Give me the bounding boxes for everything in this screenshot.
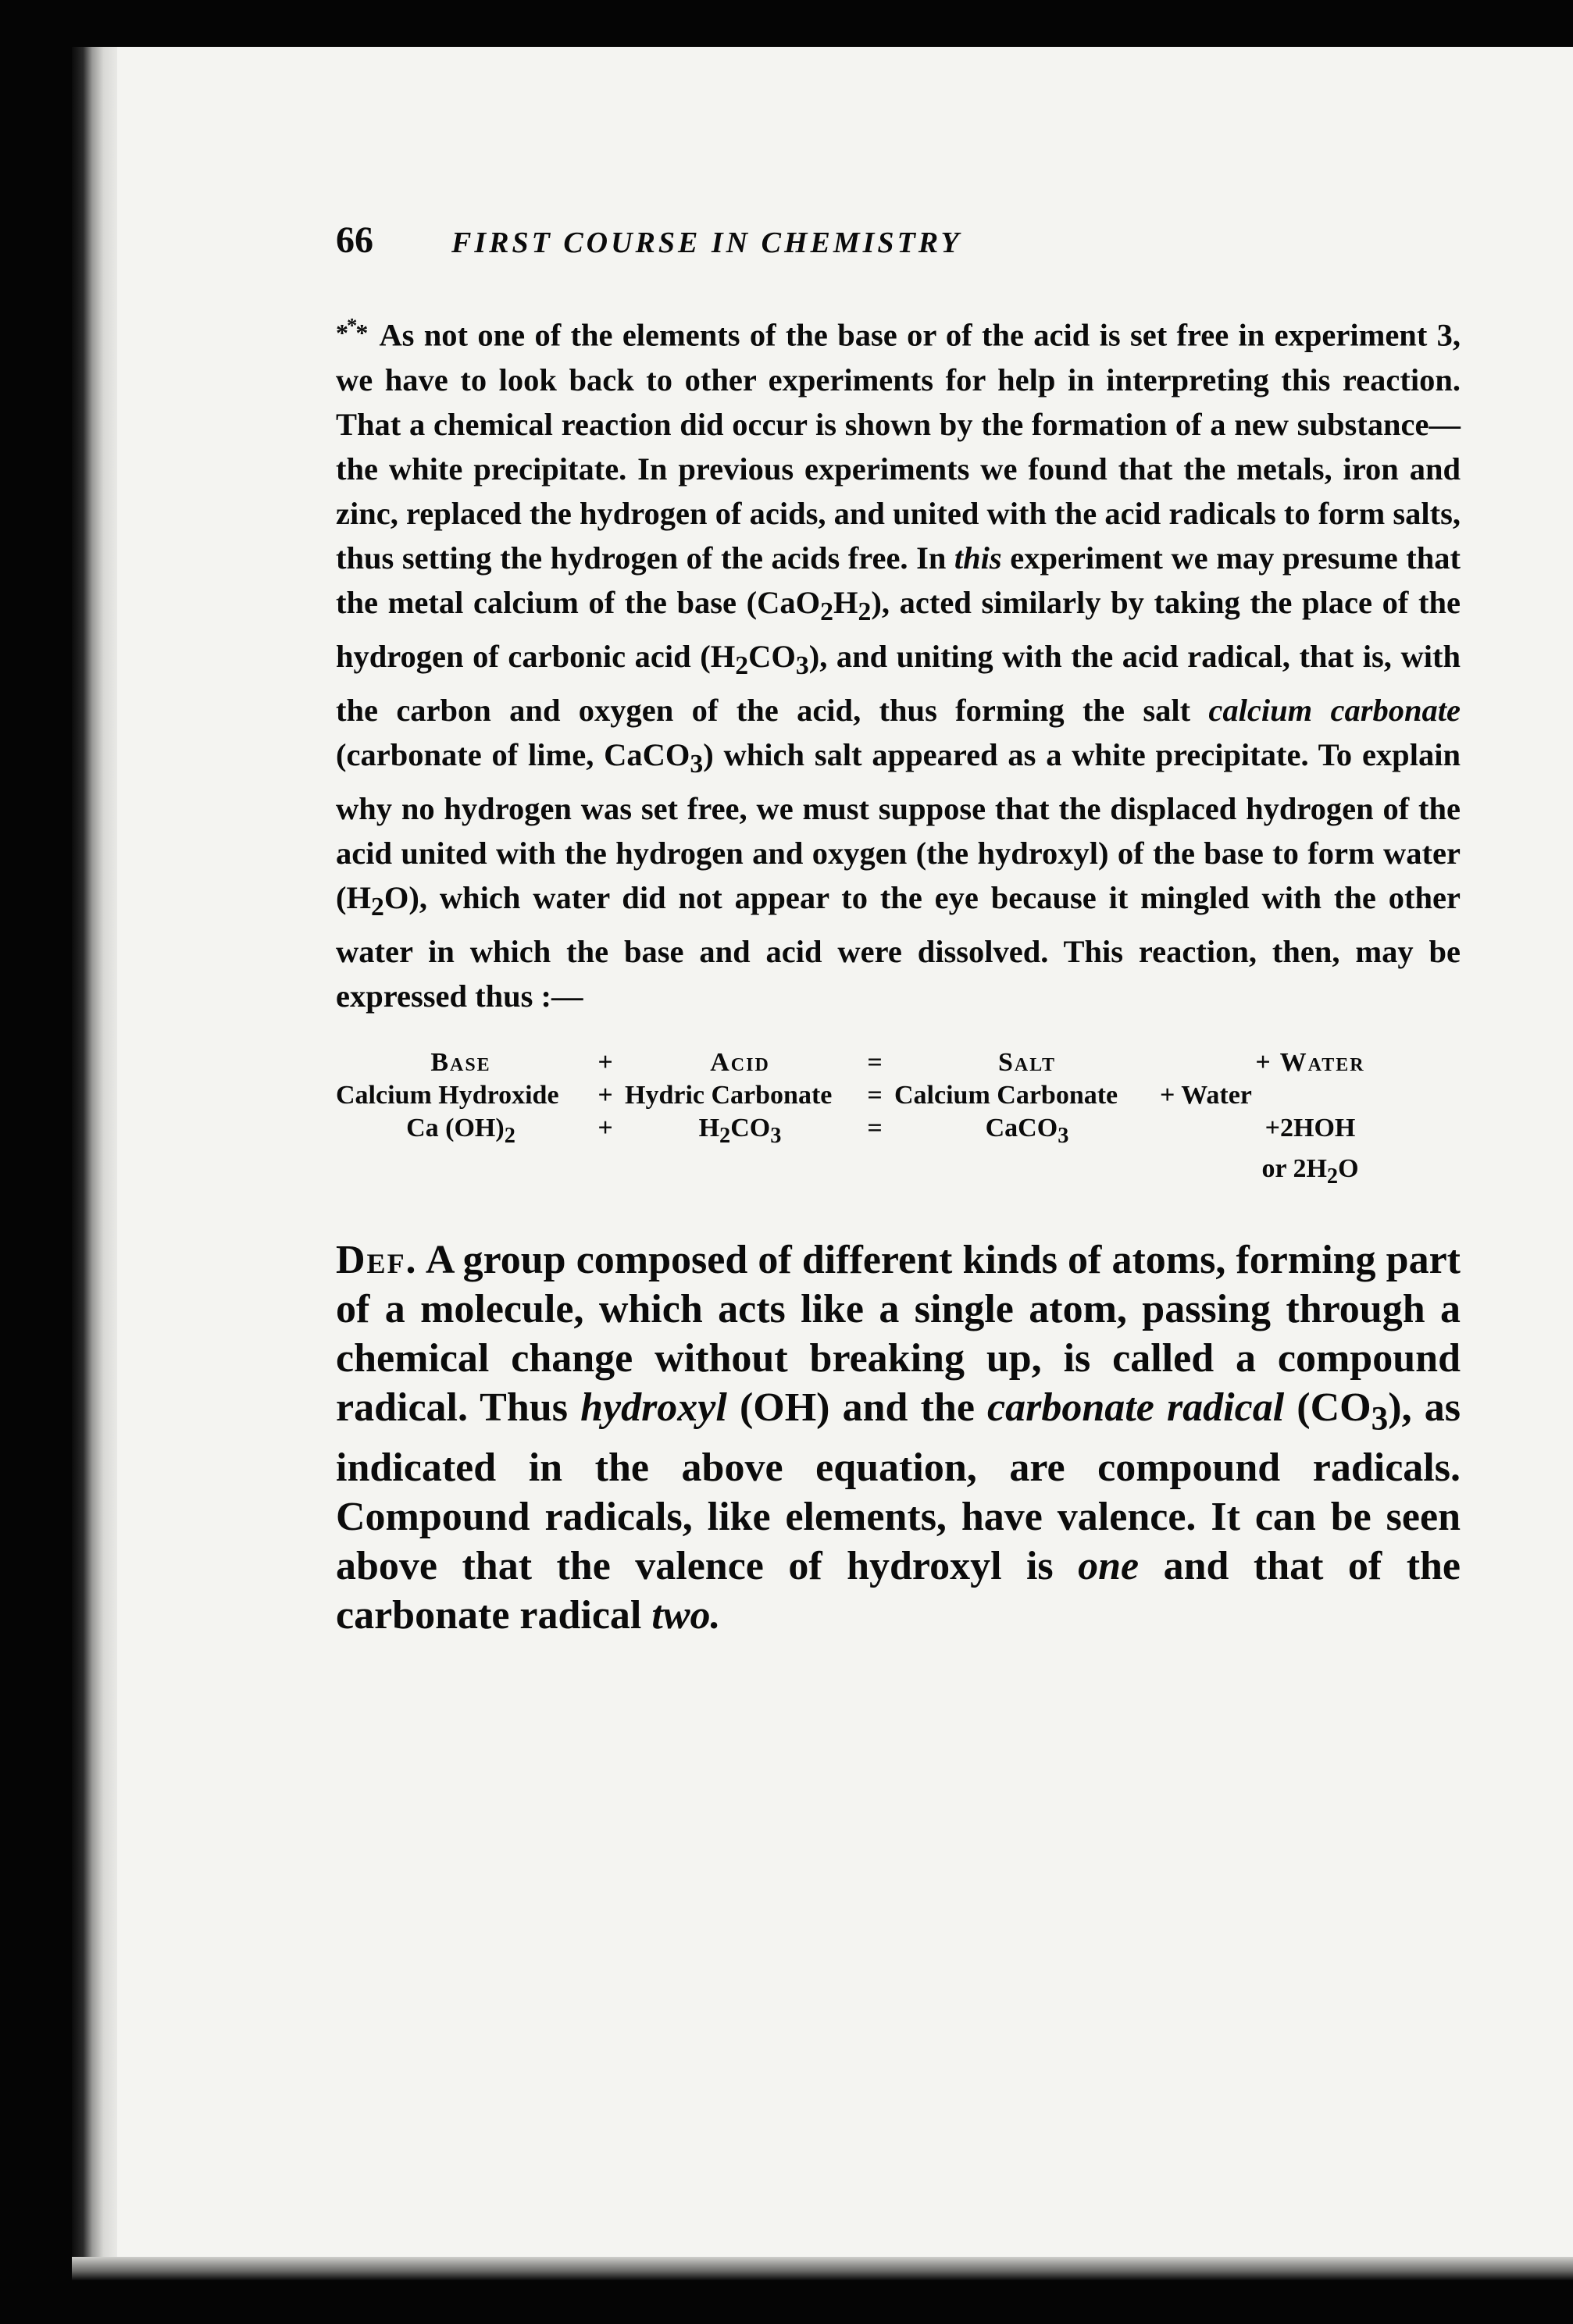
eq-salt-label: Salt	[997, 1048, 1057, 1078]
eq-base-formula: Ca $(OH)_2$	[406, 1114, 515, 1148]
asterism: ***	[336, 313, 367, 347]
eq-water-label: + Water	[1255, 1048, 1365, 1078]
eq-base-label: Base	[430, 1048, 491, 1078]
page-edge	[72, 47, 117, 2265]
eq-salt-formula: CaCO$_3$	[985, 1114, 1069, 1148]
chemical-equation: Base + Acid = Salt + Water Calcium Hydroxide + Hydric Carbonate = Calcium Carbonate + Water Ca $(OH)_2$ + $H_2CO_3$ = CaCO$_3$ +2HOH or $2H_2O$	[336, 1046, 1461, 1193]
definition-paragraph: Def. A group composed of different kinds of atoms, forming part of a molecule, which acts like a single atom, passing through a chemical change without breaking up, is called a compound radical. Thus hydroxyl (OH) and the carbonate radical $(CO_3)$, as indicated in the above equation, are compound radicals. Compound radicals, like elements, have valence. It can be seen above that the valence of hydroxyl is one and that of the carbonate radical two.	[336, 1237, 1461, 1638]
eq-acid-formula: $H_2CO_3$	[698, 1114, 782, 1148]
definition-label: Def.	[336, 1237, 418, 1282]
eq-water-name: + Water	[1160, 1081, 1252, 1110]
eq-water-formula: +2HOH	[1264, 1114, 1356, 1143]
eq-water-alt: or $2H_2O$	[1261, 1153, 1359, 1189]
eq-acid-label: Acid	[710, 1048, 770, 1078]
page-content	[336, 219, 1461, 1681]
eq-salt-name: Calcium Carbonate	[894, 1081, 1118, 1110]
note-paragraph: *** As not one of the elements of the base or of the acid is set free in experiment 3, we have to look back to other experiments for help in interpreting this reaction. That a chemical reaction did occur is shown by the formation of a new substance—the white precipitate. In previous experiments we found that the metals, iron and zinc, replaced the hydrogen of acids, and united with the acid radicals to form salts, thus setting the hydrogen of the acids free. In this experiment we may presume that the metal calcium of the base $(CaO_2H_2)$, acted similarly by taking the place of the hydrogen of carbonic acid $(H_2CO_3)$, and uniting with the acid radical, that is, with the carbon and oxygen of the acid, thus forming the salt calcium carbonate (carbonate of lime, CaCO$_3$) which salt appeared as a white precipitate. To explain why no hydrogen was set free, we must suppose that the displaced hydrogen of the acid united with the hydrogen and oxygen (the hydroxyl) of the base to form water $(H_2O)$, which water did not appear to the eye because it mingled with the other water in which the base and acid were dissolved. This reaction, then, may be expressed thus :—	[336, 313, 1461, 1014]
running-title: FIRST COURSE IN CHEMISTRY	[451, 226, 962, 259]
running-head	[336, 219, 1461, 289]
eq-base-name: Calcium Hydroxide	[336, 1081, 559, 1110]
page-bottom-edge	[72, 2257, 1573, 2280]
page-number: 66	[336, 219, 373, 261]
eq-acid-name: Hydric Carbonate	[625, 1081, 833, 1110]
